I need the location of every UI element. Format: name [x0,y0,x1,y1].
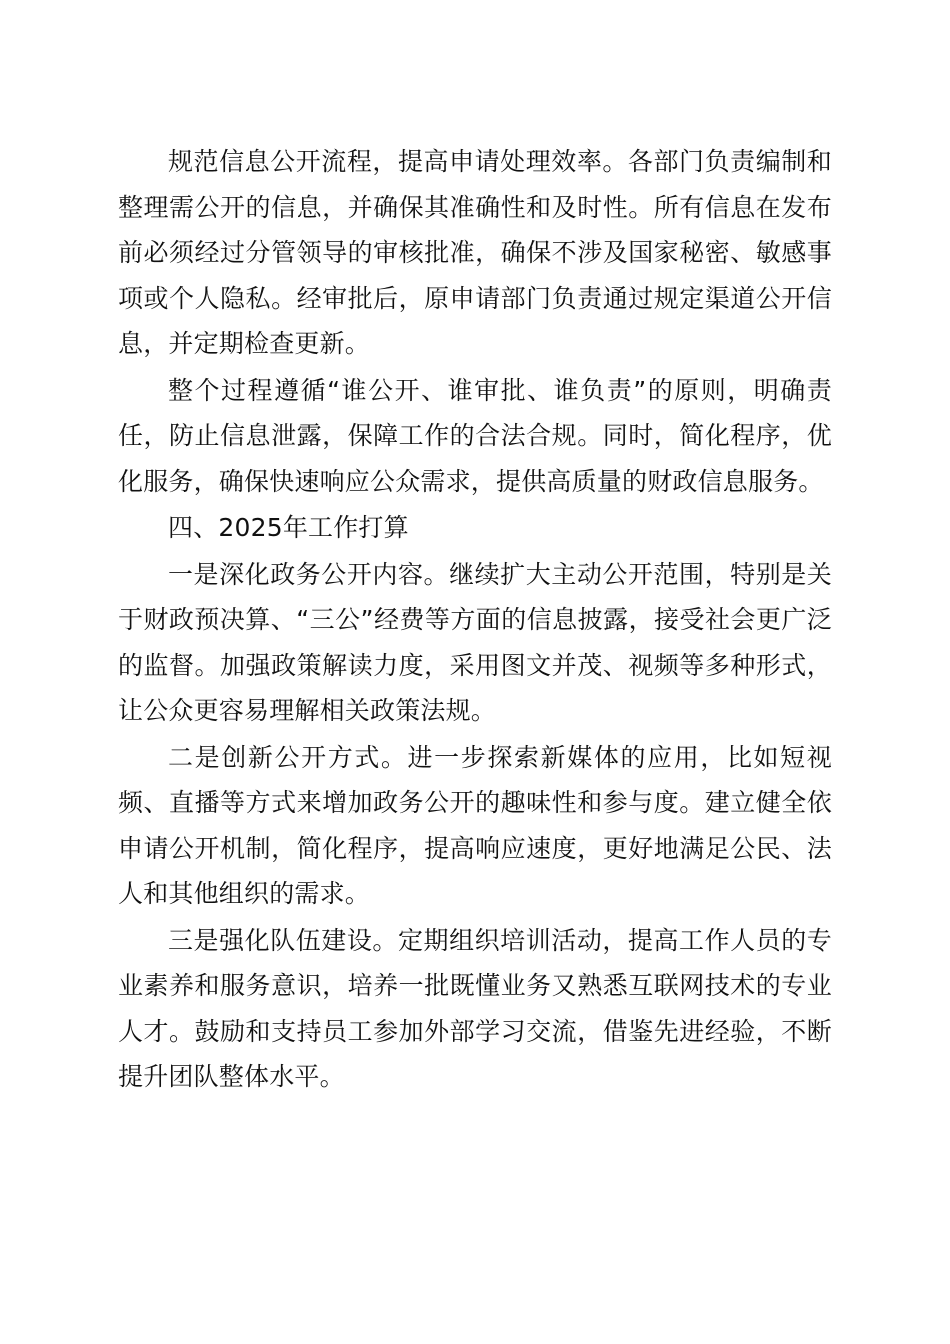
plan-item-lead: 三是强化队伍建设。 [168,925,398,955]
plan-item-lead: 一是深化政务公开内容。 [168,559,450,589]
plan-item-text: 继续扩大主动公开范围，特别是关于财政预决算、“三公”经费等方面的信息披露，接受社会更广泛的监督。加强政策解读力度，采用图文并茂、视频等多种形式，让公众更容易理解相关政策法规。 [118,559,832,725]
paragraph-info-disclosure-process [118,139,832,367]
paragraph-accountability-principle [118,368,832,505]
plan-item-text: 定期组织培训活动，提高工作人员的专业素养和服务意识，培养一批既懂业务又熟悉互联网技术的专业人才。鼓励和支持员工参加外部学习交流，借鉴先进经验，不断提升团队整体水平。 [118,925,832,1091]
plan-item-deepen-disclosure [118,552,832,734]
plan-item-team-building [118,918,832,1100]
paragraph-text: 规范信息公开流程，提高申请处理效率。各部门负责编制和整理需公开的信息，并确保其准确性和及时性。所有信息在发布前必须经过分管领导的审核批准，确保不涉及国家秘密、敏感事项或个人隐私。经审批后，原申请部门负责通过规定渠道公开信息，并定期检查更新。 [118,147,832,358]
plan-item-innovate-methods [118,735,832,917]
section-heading: 四、2025年工作打算 [168,513,409,542]
plan-item-text: 进一步探索新媒体的应用，比如短视频、直播等方式来增加政务公开的趣味性和参与度。建立健全依申请公开机制，简化程序，提高响应速度，更好地满足公民、法人和其他组织的需求。 [118,742,832,908]
plan-item-lead: 二是创新公开方式。 [168,742,408,772]
paragraph-text: 整个过程遵循“谁公开、谁审批、谁负责”的原则，明确责任，防止信息泄露，保障工作的合法合规。同时，简化程序，优化服务，确保快速响应公众需求，提供高质量的财政信息服务。 [118,375,832,496]
document-body [118,139,832,1100]
